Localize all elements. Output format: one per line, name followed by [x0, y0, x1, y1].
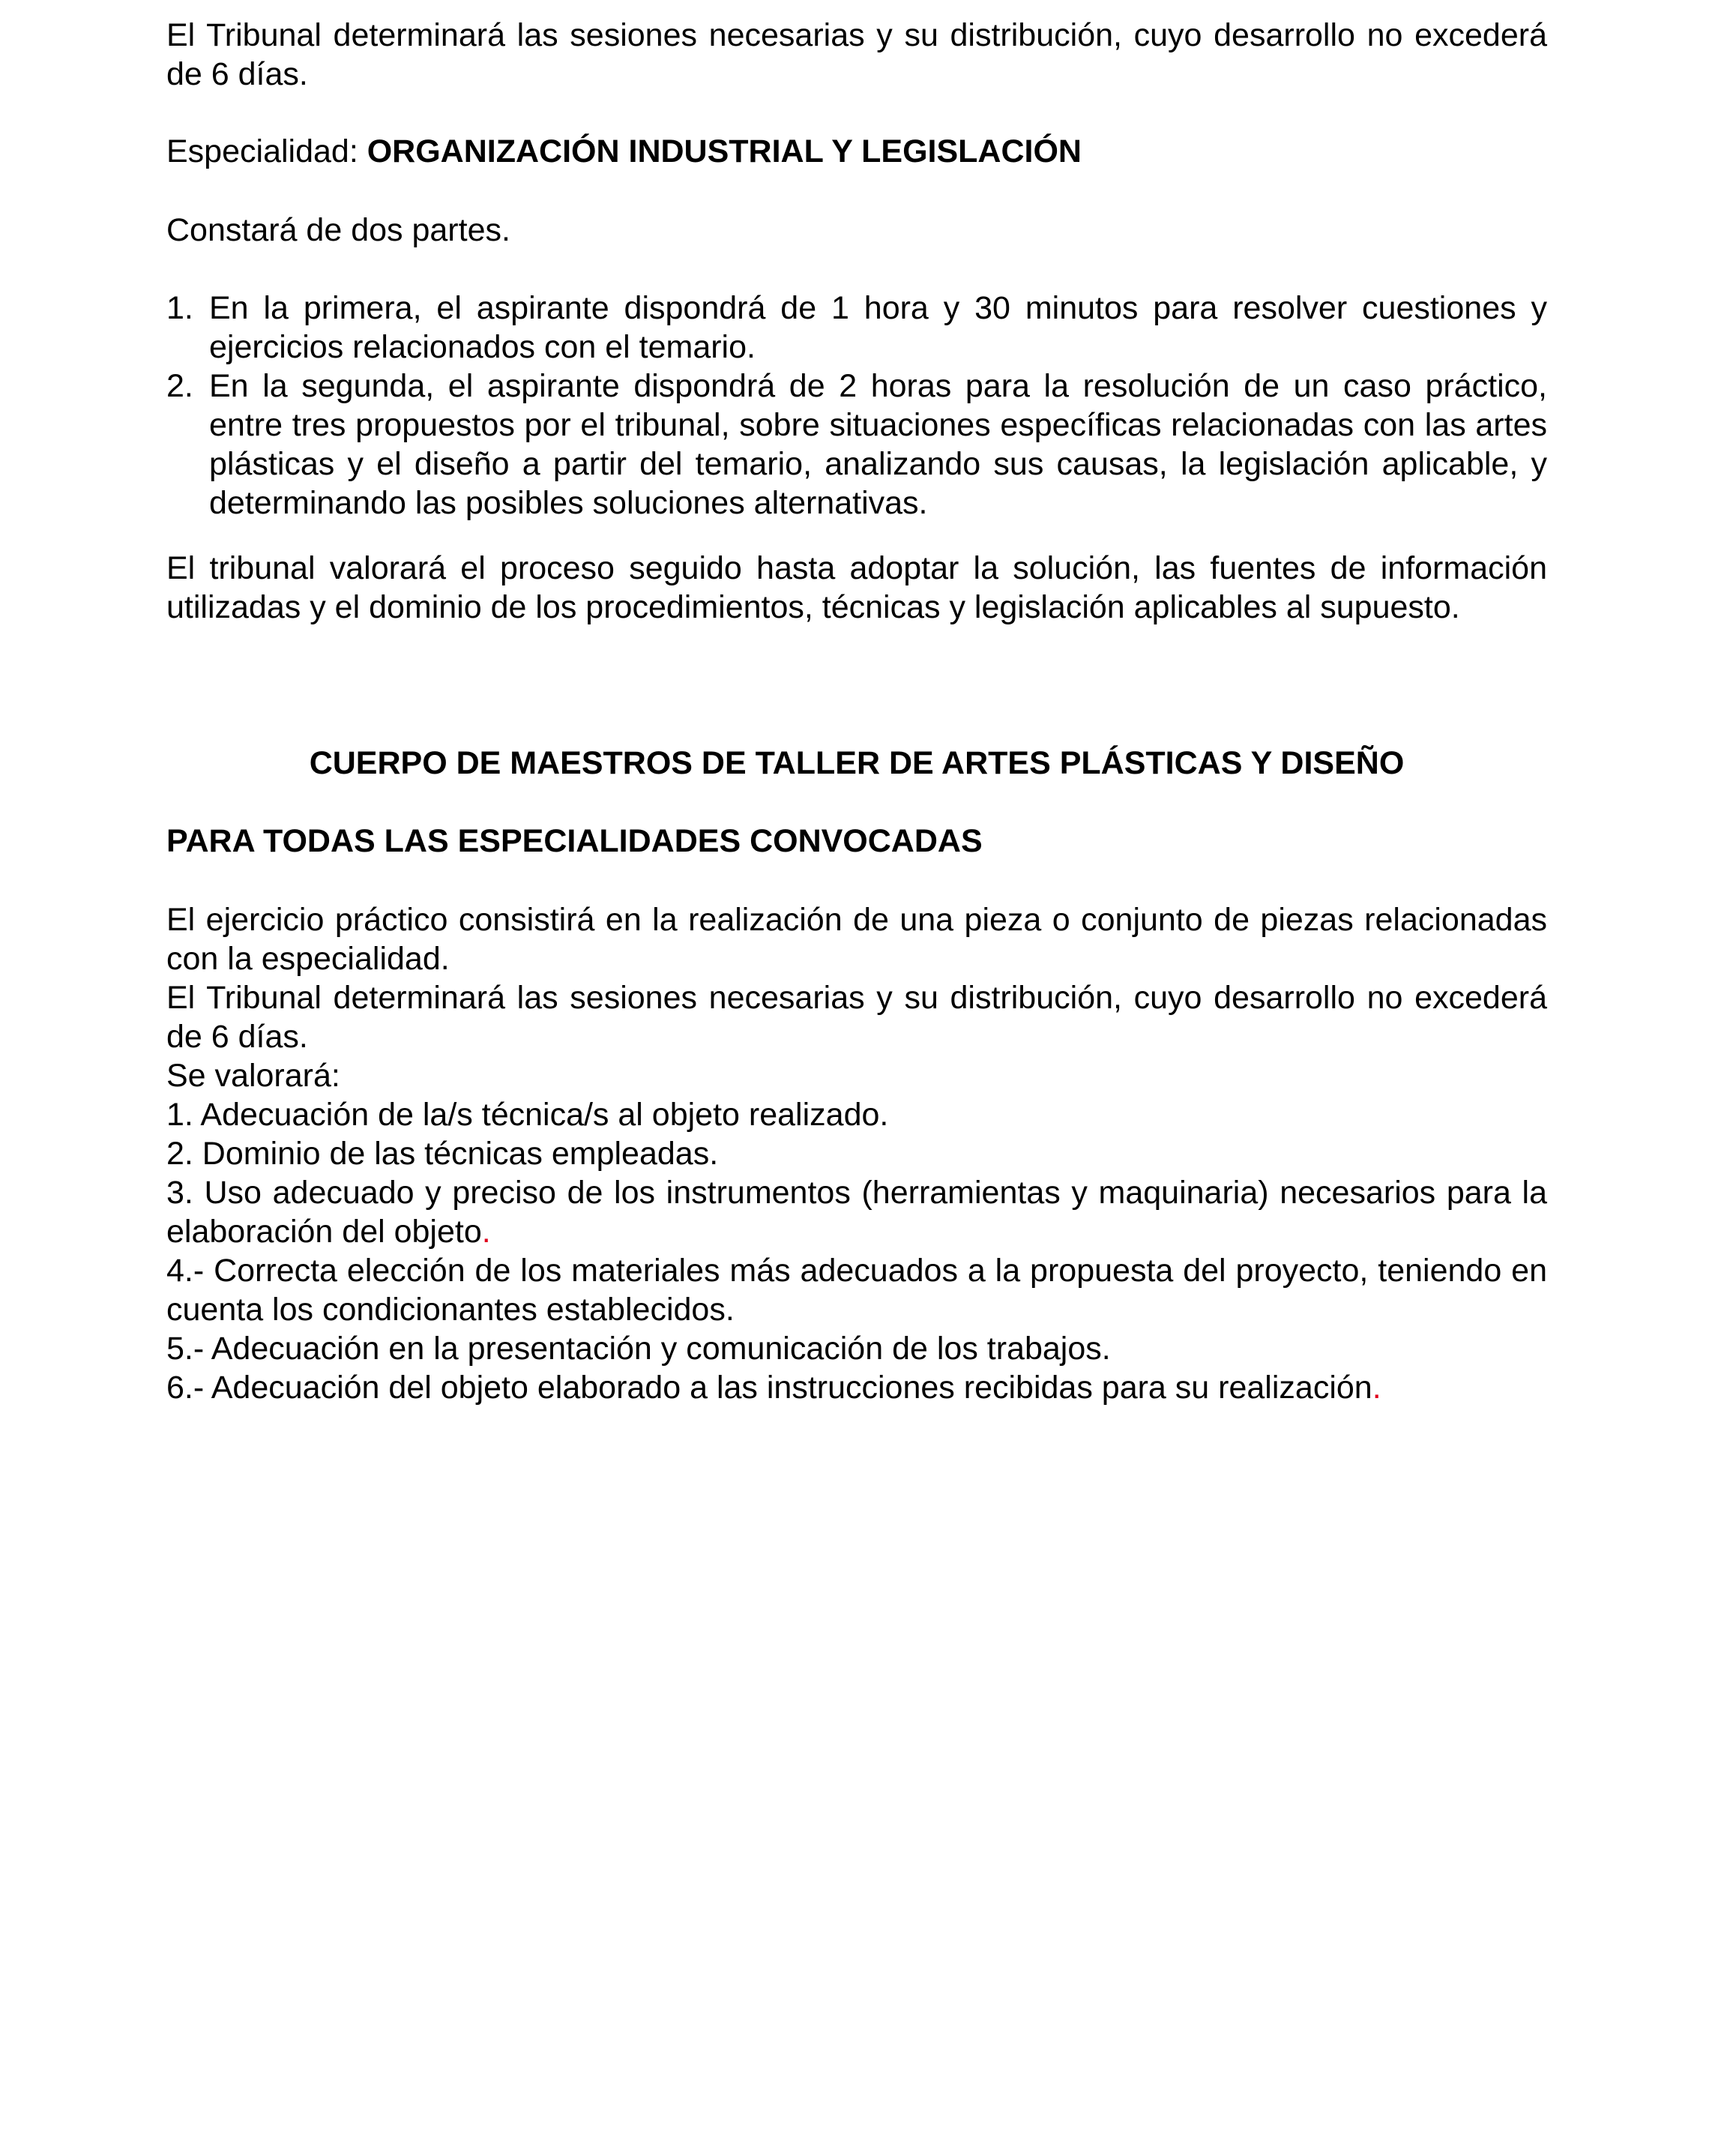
criteria-item-6 — [166, 1368, 1547, 1407]
list-item — [166, 367, 1547, 523]
criteria-item-1: 1. Adecuación de la/s técnica/s al objeto realizado. — [166, 1097, 889, 1133]
section-heading: CUERPO DE MAESTROS DE TALLER DE ARTES PLÁSTICAS Y DISEÑO — [309, 745, 1405, 781]
criteria-item-5: 5.- Adecuación en la presentación y comunicación de los trabajos. — [166, 1331, 1111, 1367]
especialidad-line — [166, 132, 1547, 171]
criteria-item-6-text: 6.- Adecuación del objeto elaborado a las instrucciones recibidas para su realización — [166, 1370, 1372, 1406]
especialidad-name: ORGANIZACIÓN INDUSTRIAL Y LEGISLACIÓN — [367, 133, 1082, 169]
tribunal-paragraph-2: El Tribunal determinará las sesiones necesarias y su distribución, cuyo desarrollo no excederá de 6 días. — [166, 980, 1547, 1055]
criteria-item-2: 2. Dominio de las técnicas empleadas. — [166, 1136, 719, 1172]
document-page — [166, 0, 1547, 2153]
section-subheading: PARA TODAS LAS ESPECIALIDADES CONVOCADAS — [166, 823, 983, 859]
criteria-item-4: 4.- Correcta elección de los materiales más adecuados a la propuesta del proyecto, teniendo en cuenta los condicionantes establecidos. — [166, 1253, 1547, 1328]
ejercicio-paragraph: El ejercicio práctico consistirá en la realización de una pieza o conjunto de piezas relacionadas con la especialidad. — [166, 902, 1547, 977]
constara-line: Constará de dos partes. — [166, 212, 510, 248]
parts-list — [166, 289, 1547, 523]
criteria-item-3 — [166, 1173, 1547, 1251]
list-item-number: 1. — [166, 290, 193, 326]
criteria-item-3-period: . — [481, 1214, 491, 1250]
valorara-paragraph: El tribunal valorará el proceso seguido hasta adoptar la solución, las fuentes de información utilizadas y el dominio de los procedimientos, técnicas y legislación aplicables al supuesto. — [166, 550, 1547, 625]
list-item-text: En la primera, el aspirante dispondrá de 1 hora y 30 minutos para resolver cuestiones y ejercicios relacionados con el temario. — [209, 290, 1547, 365]
list-item-number: 2. — [166, 368, 193, 404]
list-item-text: En la segunda, el aspirante dispondrá de 2 horas para la resolución de un caso práctico, entre tres propuestos por el tribunal, sobre situaciones específicas relacionadas con las artes plásticas y el diseño a partir del temario, analizando sus causas, la legislación aplicable, y determinando las posibles soluciones alternativas. — [209, 368, 1547, 521]
se-valorara-label: Se valorará: — [166, 1058, 340, 1094]
list-item — [166, 289, 1547, 367]
tribunal-paragraph-1: El Tribunal determinará las sesiones necesarias y su distribución, cuyo desarrollo no excederá de 6 días. — [166, 17, 1547, 92]
especialidad-label: Especialidad: — [166, 133, 367, 169]
evaluation-block — [166, 900, 1547, 1407]
criteria-item-6-period: . — [1372, 1370, 1381, 1406]
criteria-item-3-text: 3. Uso adecuado y preciso de los instrumentos (herramientas y maquinaria) necesarios para la elaboración del objeto — [166, 1175, 1547, 1250]
